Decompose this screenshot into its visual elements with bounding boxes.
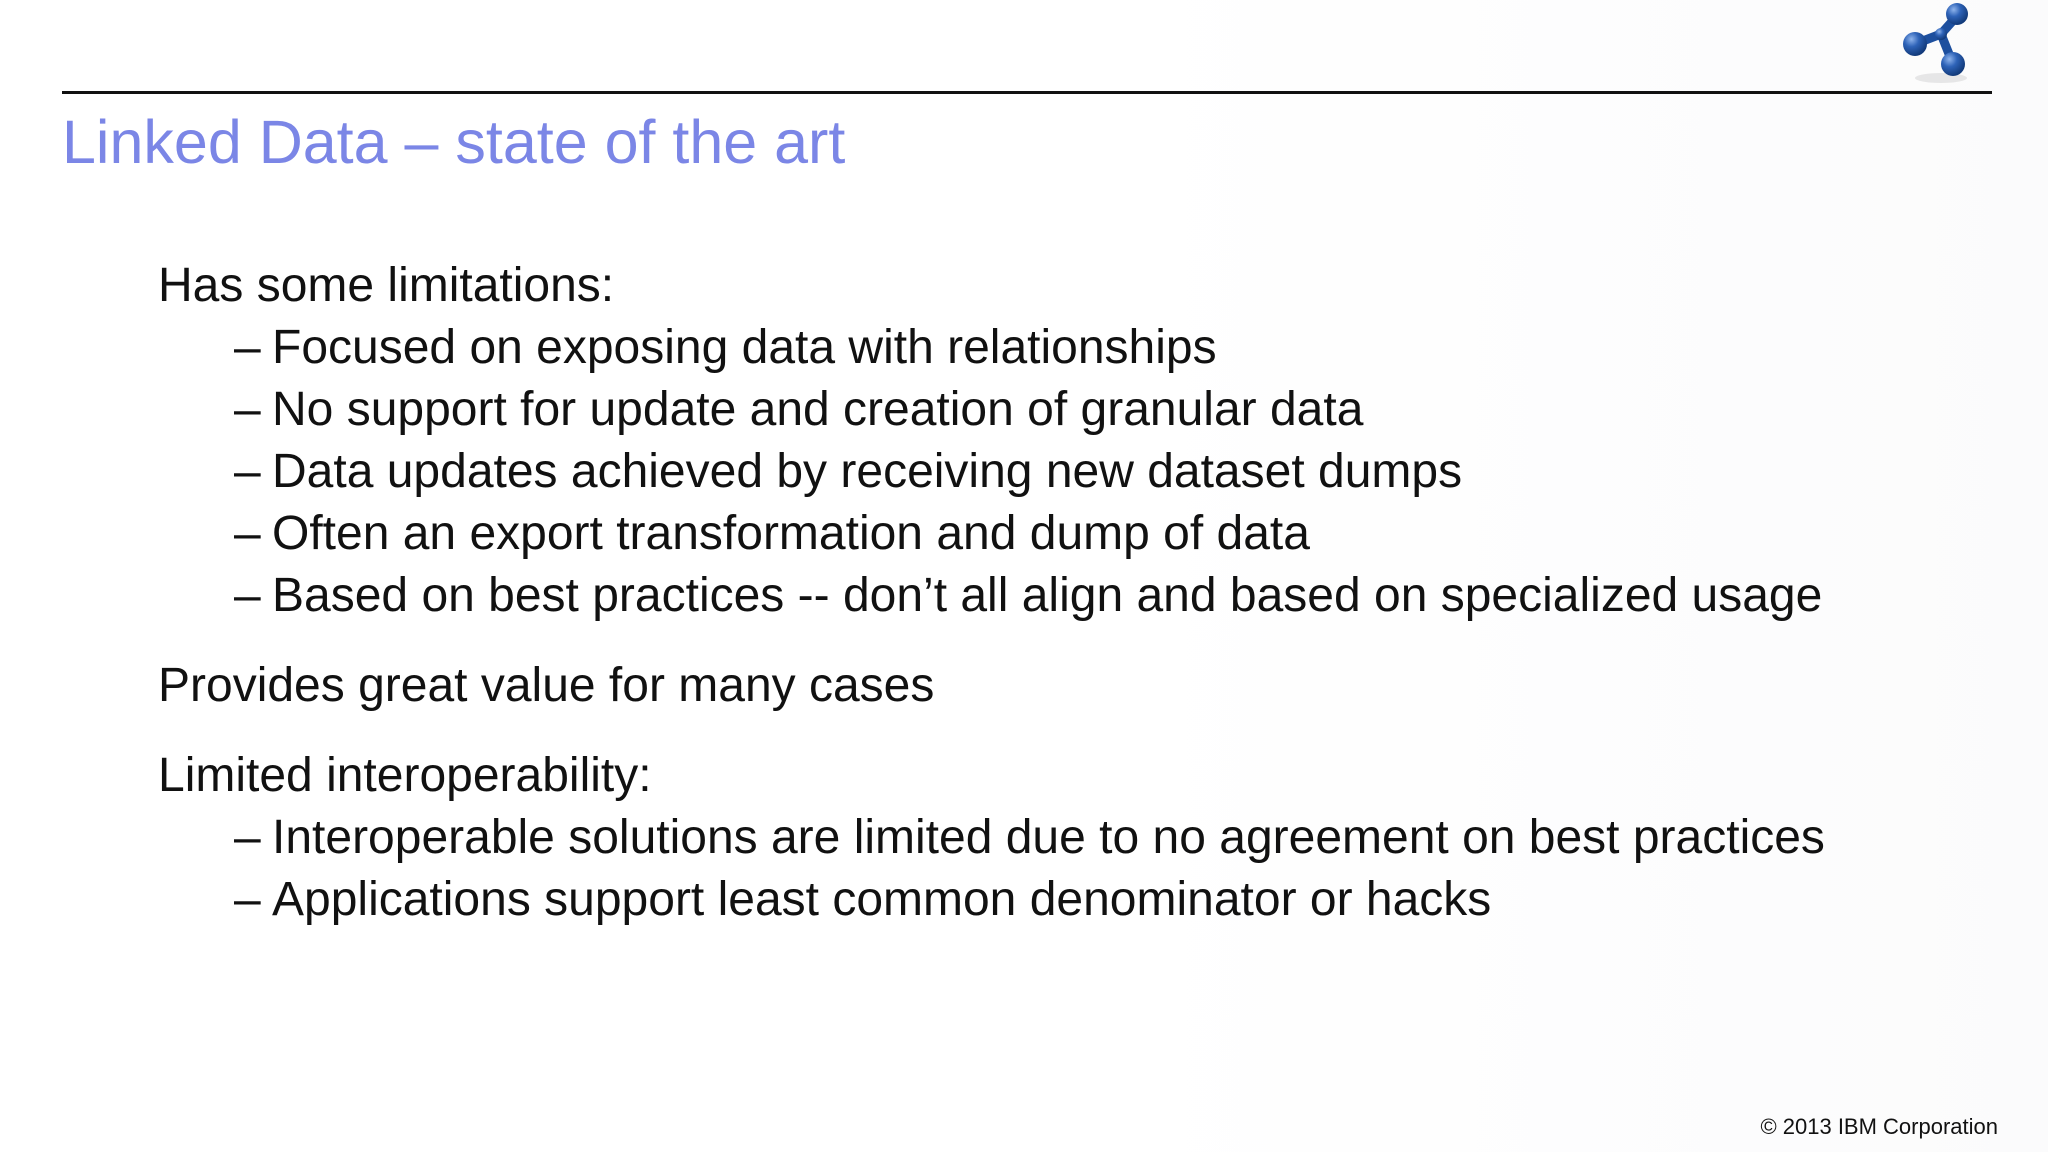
bullet-text: Focused on exposing data with relationships <box>272 321 1217 374</box>
bullet-item <box>158 379 1958 441</box>
bullet-item <box>158 317 1958 379</box>
bullet-dash: – <box>234 321 261 374</box>
bullet-text: No support for update and creation of granular data <box>272 383 1364 436</box>
bullet-dash: – <box>234 507 261 560</box>
section-limitations <box>158 255 1958 627</box>
slide-title: Linked Data – state of the art <box>62 108 846 176</box>
section-interoperability <box>158 745 1958 931</box>
header-rule <box>62 91 1992 94</box>
bullet-text: Applications support least common denominator or hacks <box>272 873 1492 926</box>
bullet-item <box>158 869 1958 931</box>
section-heading: Has some limitations: <box>158 259 615 312</box>
bullet-text: Data updates achieved by receiving new dataset dumps <box>272 445 1463 498</box>
bullet-dash: – <box>234 811 261 864</box>
copyright-footer: © 2013 IBM Corporation <box>1760 1114 1998 1139</box>
section-heading: Provides great value for many cases <box>158 659 935 712</box>
molecule-network-icon <box>1895 0 1975 84</box>
bullet-text: Often an export transformation and dump of data <box>272 507 1310 560</box>
bullet-dash: – <box>234 873 261 926</box>
section-heading: Limited interoperability: <box>158 749 652 802</box>
bullet-item <box>158 565 1958 627</box>
slide-body <box>158 255 1958 931</box>
bullet-dash: – <box>234 569 261 622</box>
bullet-item <box>158 807 1958 869</box>
bullet-dash: – <box>234 383 261 436</box>
bullet-text: Interoperable solutions are limited due to no agreement on best practices <box>272 811 1825 864</box>
bullet-item <box>158 441 1958 503</box>
bullet-text: Based on best practices -- don’t all align and based on specialized usage <box>272 569 1823 622</box>
section-value <box>158 655 1958 717</box>
bullet-dash: – <box>234 445 261 498</box>
bullet-item <box>158 503 1958 565</box>
